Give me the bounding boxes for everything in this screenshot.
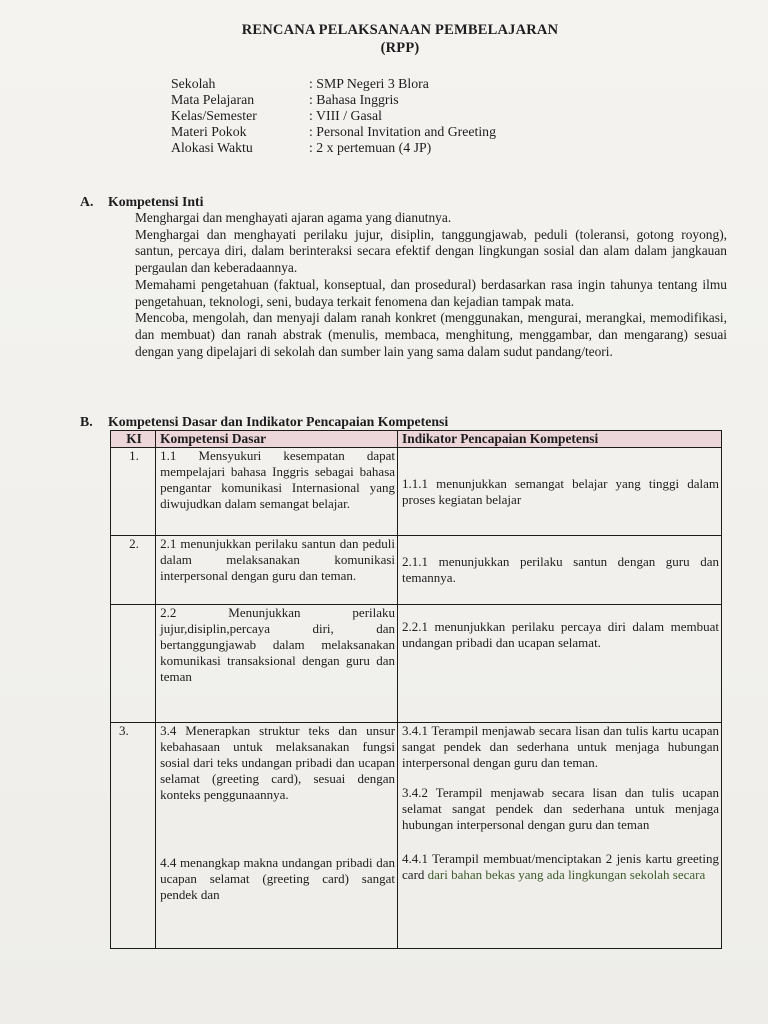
table-row bbox=[111, 448, 722, 536]
identity-row-kelas bbox=[171, 108, 496, 124]
table-row bbox=[111, 536, 722, 605]
cell-kompetensi-dasar bbox=[156, 723, 398, 949]
identity-block bbox=[171, 76, 496, 156]
identity-value: : 2 x pertemuan (4 JP) bbox=[309, 140, 432, 155]
kompetensi-dasar-table bbox=[110, 430, 722, 949]
identity-label: Materi Pokok bbox=[171, 124, 247, 139]
identity-value: : Bahasa Inggris bbox=[309, 92, 399, 107]
identity-label: Kelas/Semester bbox=[171, 108, 257, 123]
indikator-text: 4.4.1 Terampil membuat/menciptakan 2 jenis kartu greeting card bbox=[402, 851, 719, 882]
header-indikator: Indikator Pencapaian Kompetensi bbox=[398, 431, 722, 448]
identity-row-sekolah bbox=[171, 76, 496, 92]
kompetensi-inti-text bbox=[135, 210, 727, 360]
identity-value: : VIII / Gasal bbox=[309, 108, 382, 123]
cell-kompetensi-dasar: 1.1 Mensyukuri kesempatan dapat mempelajari bahasa Inggris sebagai bahasa pengantar komunikasi Internasional yang diwujudkan dalam semangat belajar. bbox=[156, 448, 398, 536]
cell-kompetensi-dasar: 2.1 menunjukkan perilaku santun dan peduli dalam melaksanakan komunikasi interpersonal dengan guru dan teman. bbox=[156, 536, 398, 605]
identity-row-materi bbox=[171, 124, 496, 140]
cell-ki: 1. bbox=[111, 448, 156, 536]
ki-paragraph: Mencoba, mengolah, dan menyaji dalam ranah konkret (menggunakan, mengurai, merangkai, memodifikasi, dan membuat) dan ranah abstrak (menulis, membaca, menghitung, menggambar, dan mengarang) sesuai dengan yang dipelajari di sekolah dan sumber lain yang sama dalam sudut pandang/teori. bbox=[135, 310, 727, 359]
identity-row-alokasi bbox=[171, 140, 496, 156]
cell-ki: 2. bbox=[111, 536, 156, 605]
indikator-text-green: dari bahan bekas yang ada lingkungan sekolah secara bbox=[427, 867, 706, 882]
cell-indikator bbox=[398, 723, 722, 949]
section-letter: B. bbox=[80, 414, 93, 429]
section-letter: A. bbox=[80, 194, 94, 209]
identity-row-mapel bbox=[171, 92, 496, 108]
cell-indikator: 1.1.1 menunjukkan semangat belajar yang tinggi dalam proses kegiatan belajar bbox=[398, 448, 722, 536]
indikator-item bbox=[402, 851, 719, 883]
ki-paragraph: Memahami pengetahuan (faktual, konseptual, dan prosedural) berdasarkan rasa ingin tahunya tentang ilmu pengetahuan, teknologi, seni, budaya terkait fenomena dan kejadian tampak mata. bbox=[135, 276, 727, 309]
table-header-row bbox=[111, 431, 722, 448]
cell-indikator: 2.1.1 menunjukkan perilaku santun dengan guru dan temannya. bbox=[398, 536, 722, 605]
document-title: RENCANA PELAKSANAAN PEMBELAJARAN bbox=[241, 22, 559, 38]
ki-paragraph: Menghargai dan menghayati perilaku jujur, disiplin, tanggungjawab, peduli (toleransi, gotong royong), santun, percaya diri, dalam berinteraksi secara efektif dengan lingkungan sosial dan alam dalam jangkauan pergaulan dan keberadaannya. bbox=[135, 226, 727, 276]
cell-indikator: 2.2.1 menunjukkan perilaku percaya diri dalam membuat undangan pribadi dan ucapan selamat. bbox=[398, 605, 722, 723]
identity-label: Alokasi Waktu bbox=[171, 140, 253, 155]
section-title: Kompetensi Inti bbox=[108, 194, 204, 209]
kd-item: 3.4 Menerapkan struktur teks dan unsur kebahasaan untuk melaksanakan fungsi sosial dari teks undangan pribadi dan ucapan selamat (greeting card), sesuai dengan konteks penggunaannya. bbox=[160, 723, 396, 802]
identity-value: : SMP Negeri 3 Blora bbox=[309, 76, 429, 91]
table-row bbox=[111, 605, 722, 723]
table-row bbox=[111, 723, 722, 949]
identity-value: : Personal Invitation and Greeting bbox=[309, 124, 496, 139]
section-title: Kompetensi Dasar dan Indikator Pencapaian Kompetensi bbox=[108, 414, 449, 429]
indikator-item: 3.4.2 Terampil menjawab secara lisan dan tulis ucapan selamat sangat pendek dan sederhana untuk menjaga hubungan interpersonal dengan guru dan teman bbox=[402, 785, 719, 832]
header-ki: KI bbox=[111, 431, 156, 448]
cell-ki: 3. bbox=[111, 723, 156, 949]
cell-ki bbox=[111, 605, 156, 723]
indikator-item: 3.4.1 Terampil menjawab secara lisan dan tulis kartu ucapan sangat pendek dan sederhana untuk menjaga hubungan interpersonal dengan guru dan teman. bbox=[402, 723, 719, 770]
header-kompetensi-dasar: Kompetensi Dasar bbox=[156, 431, 398, 448]
kd-item: 4.4 menangkap makna undangan pribadi dan ucapan selamat (greeting card) sangat pendek dan bbox=[160, 855, 396, 902]
identity-label: Sekolah bbox=[171, 76, 216, 91]
ki-paragraph: Menghargai dan menghayati ajaran agama yang dianutnya. bbox=[135, 210, 452, 225]
cell-kompetensi-dasar: 2.2 Menunjukkan perilaku jujur,disiplin,percaya diri, dan bertanggungjawab dalam melaksanakan komunikasi transaksional dengan guru dan teman bbox=[156, 605, 398, 723]
identity-label: Mata Pelajaran bbox=[171, 92, 255, 107]
document-subtitle: (RPP) bbox=[380, 40, 420, 56]
